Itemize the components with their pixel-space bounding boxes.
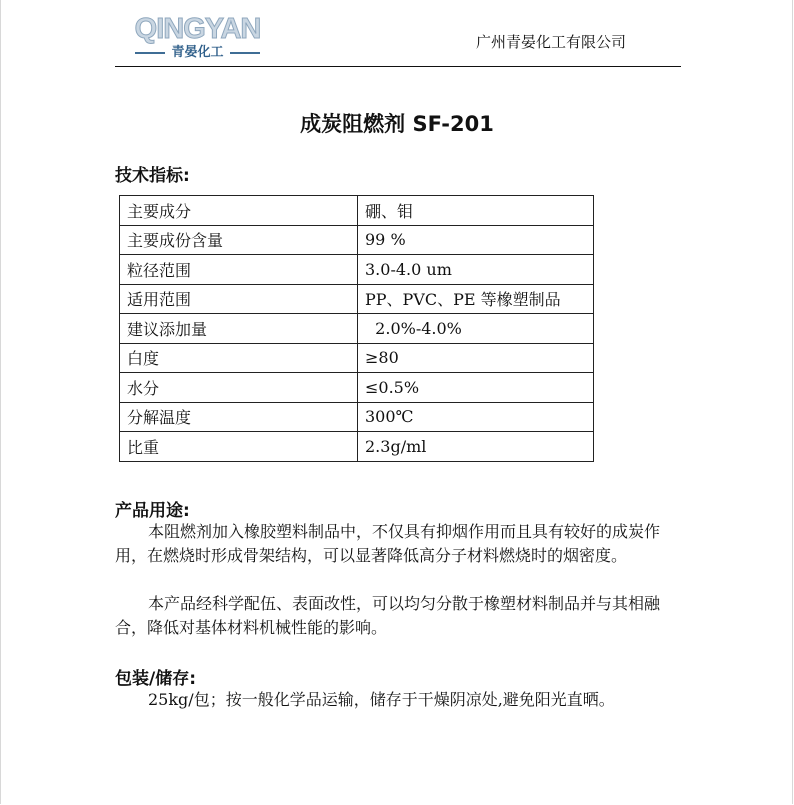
table-row bbox=[120, 225, 594, 255]
table-row bbox=[120, 343, 594, 373]
spec-label: 主要成分 bbox=[120, 196, 358, 226]
spec-value: 2.3g/ml bbox=[358, 432, 594, 462]
packaging-heading: 包装/储存: bbox=[115, 669, 197, 689]
spec-label: 主要成份含量 bbox=[120, 225, 358, 255]
specs-table-body bbox=[120, 196, 594, 462]
spec-label: 白度 bbox=[120, 343, 358, 373]
spec-label: 建议添加量 bbox=[120, 314, 358, 344]
packaging-text: 25kg/包；按一般化学品运输，储存于干燥阴凉处,避免阳光直晒。 bbox=[148, 690, 615, 709]
spec-label: 分解温度 bbox=[120, 402, 358, 432]
table-row bbox=[120, 432, 594, 462]
company-name: 广州青晏化工有限公司 bbox=[475, 33, 626, 51]
table-row bbox=[120, 402, 594, 432]
usage-heading: 产品用途: bbox=[115, 501, 190, 521]
spec-value: 2.0%-4.0% bbox=[358, 314, 594, 344]
table-row bbox=[120, 255, 594, 285]
spec-value: PP、PVC、PE 等橡塑制品 bbox=[358, 284, 594, 314]
spec-value: 硼、钼 bbox=[358, 196, 594, 226]
usage-paragraph-2: 本产品经科学配伍、表面改性，可以均匀分散于橡塑材料制品并与其相融合，降低对基体材料机械性能的影响。 bbox=[115, 594, 661, 637]
spec-label: 适用范围 bbox=[120, 284, 358, 314]
logo-line-left bbox=[135, 52, 165, 54]
spec-label: 粒径范围 bbox=[120, 255, 358, 285]
table-row bbox=[120, 314, 594, 344]
page-title: 成炭阻燃剂 SF-201 bbox=[300, 112, 494, 136]
specs-heading: 技术指标: bbox=[115, 166, 190, 186]
specs-table bbox=[119, 195, 594, 462]
spec-value: ≤0.5% bbox=[358, 373, 594, 403]
table-row bbox=[120, 284, 594, 314]
logo-wordmark: QINGYAN bbox=[134, 13, 261, 45]
spec-value: 300℃ bbox=[358, 402, 594, 432]
logo-line-right bbox=[230, 52, 260, 54]
spec-value: 99 % bbox=[358, 225, 594, 255]
logo-subtitle: 青晏化工 bbox=[171, 45, 224, 60]
spec-value: 3.0-4.0 um bbox=[358, 255, 594, 285]
company-logo bbox=[130, 14, 265, 62]
spec-label: 比重 bbox=[120, 432, 358, 462]
usage-paragraph-1: 本阻燃剂加入橡胶塑料制品中，不仅具有抑烟作用而且具有较好的成炭作用，在燃烧时形成骨架结构，可以显著降低高分子材料燃烧时的烟密度。 bbox=[115, 522, 661, 565]
spec-value: ≥80 bbox=[358, 343, 594, 373]
spec-label: 水分 bbox=[120, 373, 358, 403]
header-rule bbox=[115, 66, 681, 67]
table-row bbox=[120, 196, 594, 226]
table-row bbox=[120, 373, 594, 403]
logo-subtitle-row bbox=[130, 45, 265, 61]
